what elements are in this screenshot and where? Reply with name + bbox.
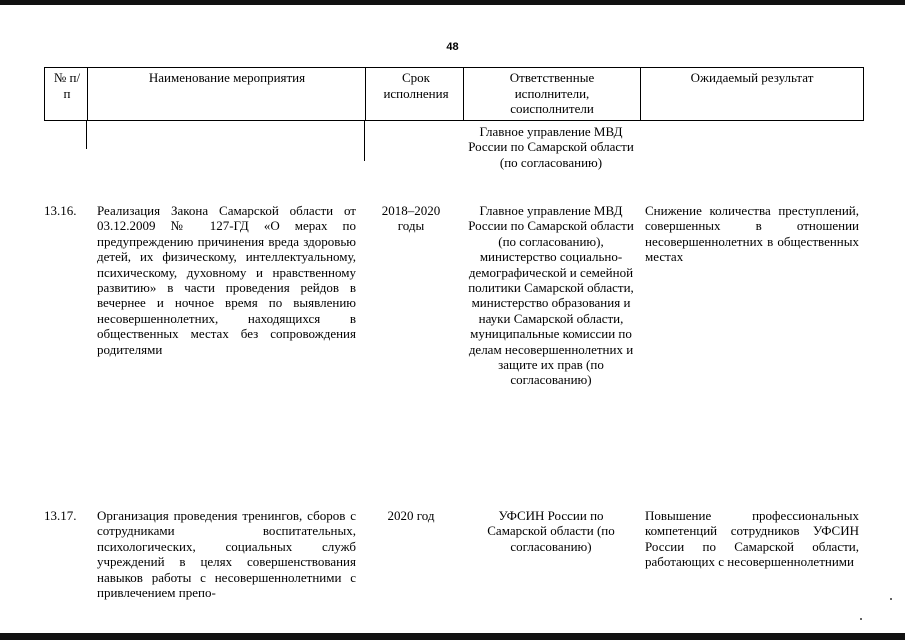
row-activity-name: Организация проведения тренингов, сборов с сотрудниками воспитательных, психологических, социальных служб учреждений в целях совершенствования навыков работы с несовершеннолетними с привлечением препо- <box>97 508 356 601</box>
row-number: 13.17. <box>44 508 77 523</box>
row-responsible: УФСИН России по Самарской области (по согласованию) <box>487 508 615 554</box>
row-responsible: Главное управление МВД России по Самарской области (по согласованию), министерство социально-демографической и семейной политики Самарской области, министерство образования и науки Самарской области, муниципальные комиссии по делам несовершеннолетних и защите их прав (по согласованию) <box>468 203 634 388</box>
column-divider <box>463 68 464 120</box>
column-divider <box>364 121 365 161</box>
table-header <box>44 67 864 121</box>
column-divider <box>86 121 87 149</box>
header-result: Ожидаемый результат <box>690 70 814 85</box>
scan-speck <box>890 598 892 600</box>
carryover-responsible: Главное управление МВД России по Самарской области (по согласованию) <box>468 124 634 170</box>
row-term: 2018–2020 годы <box>381 203 441 234</box>
header-name: Наименование мероприятия <box>148 70 306 85</box>
row-result: Снижение количества преступлений, совершенных в отношении несовершеннолетних в общественных местах <box>645 203 859 265</box>
bottom-border <box>0 633 905 640</box>
page-number: 48 <box>446 41 459 53</box>
header-resp: Ответственные исполнители, соисполнители <box>509 70 595 116</box>
header-num: № п/п <box>53 70 81 101</box>
row-number: 13.16. <box>44 203 77 218</box>
top-border <box>0 0 905 5</box>
column-divider <box>365 68 366 120</box>
row-result: Повышение профессиональных компетенций сотрудников УФСИН России по Самарской области, работающих с несовершеннолетними <box>645 508 859 570</box>
column-divider <box>640 68 641 120</box>
column-divider <box>87 68 88 120</box>
header-term: Срок исполнения <box>383 70 449 101</box>
row-activity-name: Реализация Закона Самарской области от 03.12.2009 № 127-ГД «О мерах по предупреждению причинения вреда здоровью детей, их физическому, интеллектуальному, психическому, духовному и нравственному развитию» в части проведения рейдов в вечернее и ночное время по выявлению несовершеннолетних, находящихся в общественных местах без сопровождения родителями <box>97 203 356 357</box>
scan-speck <box>860 618 862 620</box>
row-term: 2020 год <box>387 508 435 523</box>
